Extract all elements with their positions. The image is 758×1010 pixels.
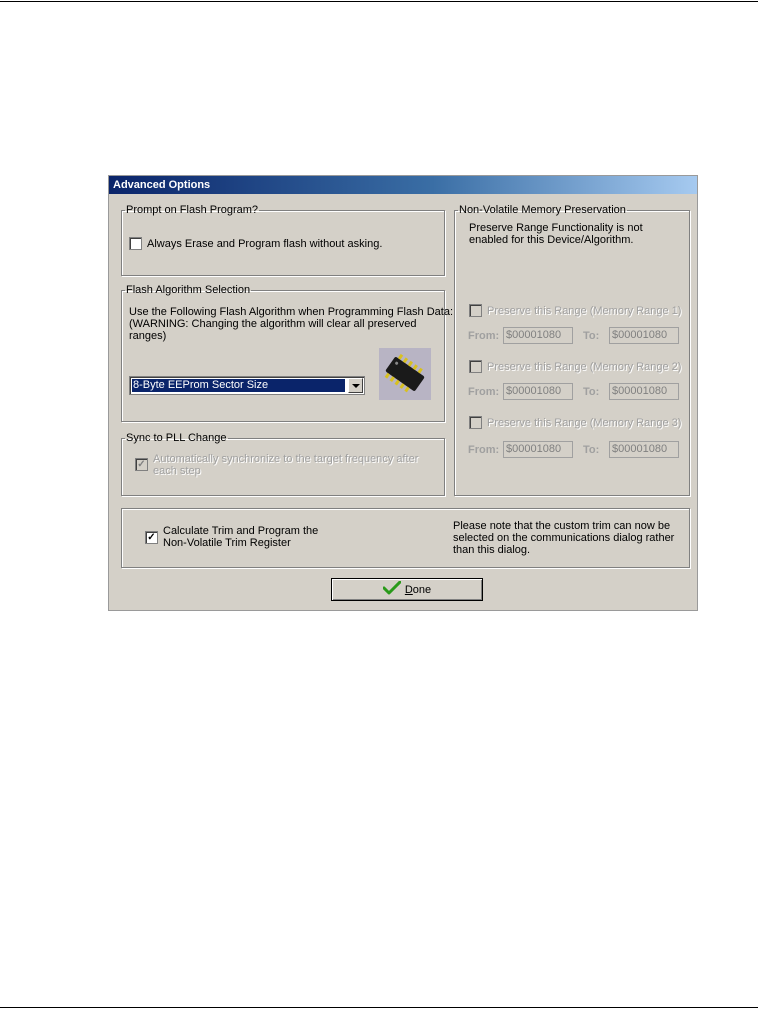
nvm-note-2: enabled for this Device/Algorithm.: [469, 234, 634, 246]
preserve-range-3-label: Preserve this Range (Memory Range 3): [487, 417, 682, 429]
auto-sync-checkbox[interactable]: ✓: [135, 458, 148, 471]
preserve-range-2-checkbox[interactable]: [469, 360, 482, 373]
always-erase-checkbox[interactable]: [129, 237, 142, 250]
nvm-note-1: Preserve Range Functionality is not: [469, 222, 643, 234]
range-2-to-label: To:: [583, 386, 600, 398]
range-3-to-label: To:: [583, 444, 600, 456]
done-button[interactable]: [331, 578, 483, 601]
flash-algorithm-legend: Flash Algorithm Selection: [126, 284, 251, 296]
trim-note-3: than this dialog.: [453, 544, 531, 556]
flash-algorithm-desc-2: (WARNING: Changing the algorithm will clear all preserved: [129, 318, 417, 330]
trim-note-2: selected on the communications dialog rather: [453, 532, 675, 544]
preserve-range-1-label: Preserve this Range (Memory Range 1): [487, 305, 682, 317]
checkmark-icon: [383, 581, 401, 598]
range-3-from-label: From:: [468, 444, 500, 456]
preserve-range-1-checkbox[interactable]: [469, 304, 482, 317]
range-2-from-label: From:: [468, 386, 500, 398]
range-2-to-field[interactable]: $00001080: [609, 383, 679, 400]
prompt-flash-legend: Prompt on Flash Program?: [126, 204, 259, 216]
range-1-to-label: To:: [583, 330, 600, 342]
calc-trim-label-2: Non-Volatile Trim Register: [163, 537, 291, 549]
chevron-down-icon[interactable]: [348, 378, 363, 393]
chip-icon: [379, 348, 431, 400]
preserve-range-3-checkbox[interactable]: [469, 416, 482, 429]
range-3-to-field[interactable]: $00001080: [609, 441, 679, 458]
auto-sync-label-2: each step: [153, 465, 201, 477]
done-button-label: Done: [404, 583, 432, 596]
range-2-from-field[interactable]: $00001080: [503, 383, 573, 400]
range-3-from-field[interactable]: $00001080: [503, 441, 573, 458]
page-bottom-rule: [0, 1007, 758, 1008]
preserve-range-2-label: Preserve this Range (Memory Range 2): [487, 361, 682, 373]
dialog-title: Advanced Options: [109, 176, 697, 194]
always-erase-label: Always Erase and Program flash without asking.: [147, 238, 383, 250]
nvm-preservation-legend: Non-Volatile Memory Preservation: [459, 204, 626, 216]
auto-sync-label-1: Automatically synchronize to the target frequency after: [153, 453, 419, 465]
flash-algorithm-select[interactable]: [129, 376, 365, 395]
range-1-to-field[interactable]: $00001080: [609, 327, 679, 344]
range-1-from-field[interactable]: $00001080: [503, 327, 573, 344]
advanced-options-dialog: [108, 175, 698, 611]
flash-algorithm-desc-3: ranges): [129, 330, 167, 342]
calc-trim-label-1: Calculate Trim and Program the: [163, 525, 319, 537]
sync-pll-legend: Sync to PLL Change: [126, 432, 227, 444]
flash-algorithm-selected-value: 8-Byte EEProm Sector Size: [132, 379, 345, 392]
calc-trim-checkbox[interactable]: ✓: [145, 531, 158, 544]
range-1-from-label: From:: [468, 330, 500, 342]
flash-algorithm-desc-1: Use the Following Flash Algorithm when Programming Flash Data:: [129, 306, 454, 318]
trim-note-1: Please note that the custom trim can now be: [453, 520, 671, 532]
page-top-rule: [0, 1, 758, 2]
